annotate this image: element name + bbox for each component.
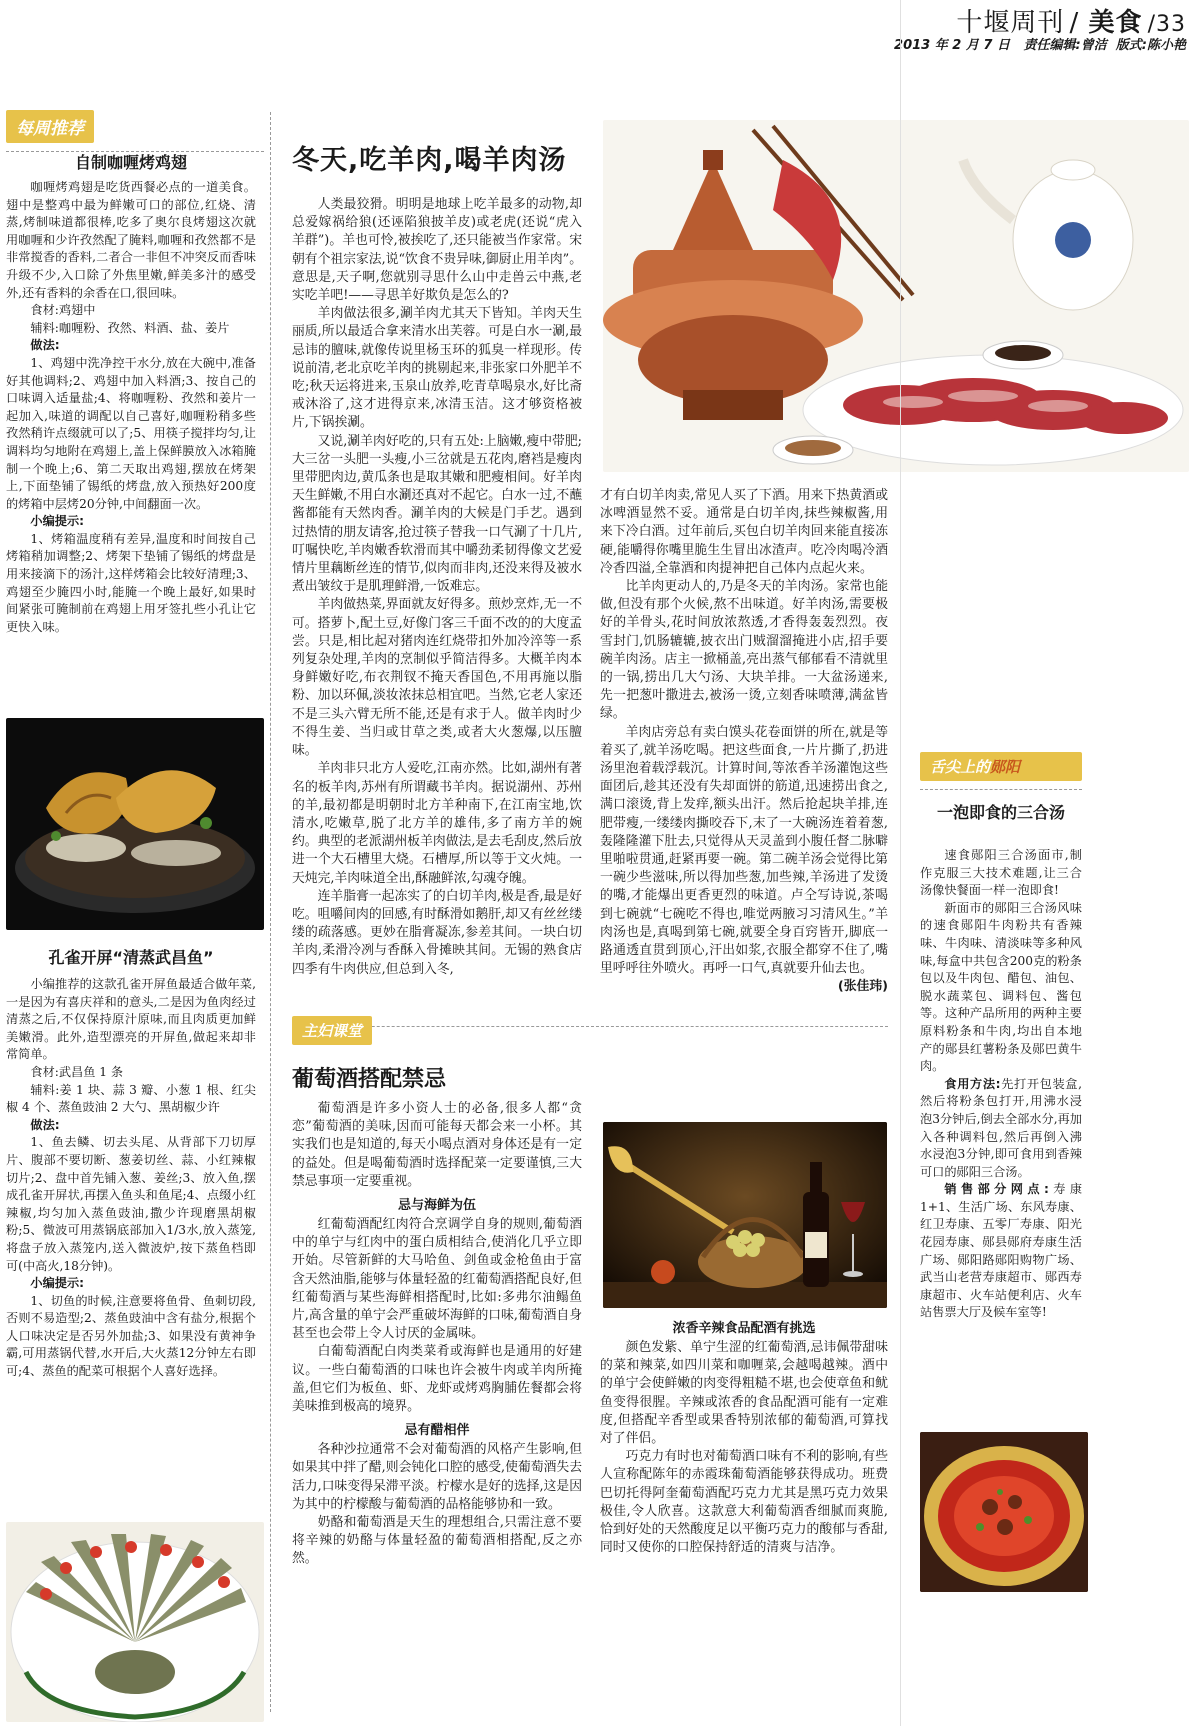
housewife-class-tag: 主妇课堂 [292,1016,372,1045]
wine-title: 葡萄酒搭配禁忌 [292,1067,447,1092]
sanhe-paragraph: 速食郧阳三合汤面市,制作克服三大技术难题,让三合汤像快餐面一样一泡即食! [920,848,1082,898]
wine-subhead-seafood: 忌与海鲜为伍 [397,1198,476,1214]
issue-date: 2013 年 2 月 7 日 [894,38,1010,53]
wine-col1 [292,1100,582,1569]
curry-wings-photo [6,718,264,930]
recipe-tips: 1、切鱼的时候,注意要将鱼骨、鱼刺切段,否则不易造型;2、蒸鱼豉油中含有盐分,根据个人口味决定是否另外加盐;3、如果没有黄神争霸,可用蒸锅代替,水开后,大火蒸12分钟左右即可;4、蒸鱼的配菜可根据个人喜好选择。 [6,1293,256,1379]
publication-name: 十堰周刊 [956,8,1065,38]
article-paragraph: 又说,涮羊肉好吃的,只有五处:上脑嫩,瘦中带肥;大三岔一头肥一头瘦,小三岔就是五花肉,磨裆是瘦肉里带肥肉边,黄瓜条也是取其嫩和肥瘦相间。好羊肉天生鲜嫩,不用白水涮还真对不起它。白水一过,不蘸酱都能有天然肉香。涮羊肉的大候是门手艺。遇到过热情的朋友请客,抢过筷子替我一口气涮了十几片,叮嘱快吃,羊肉嫩香软滑而其中嚼劲柔韧得像文艺爱情片里藕断丝连的情节,似肉而非肉,还没来得及被水煮出皱纹于是肌理鲜滑,一饭难忘。 [292,433,582,595]
recipe-seasoning: 辅料:咖喱粉、孜然、料酒、盐、姜片 [30,320,230,335]
left-column [6,110,264,152]
recipe-tips-label: 小编提示: [30,514,85,529]
sanhe-paragraph: 新面市的郧阳三合汤风味的速食郧阳牛肉粉共有香辣味、牛肉味、清淡味等多种风味,每盒中共包含200克的粉条包以及牛肉包、醋包、油包、脱水蔬菜包、调料包、酱包等。这种产品所用的两种主要原料粉条和牛肉,均出自本地产的郧县红薯粉条及郧巴黄牛肉。 [920,900,1082,1074]
wine-paragraph: 各种沙拉通常不会对葡萄酒的风格产生影响,但如果其中拌了醋,则会钝化口腔的感受,使葡萄酒失去活力,口味变得呆滞平淡。柠檬水是好的选择,这是因为其中的柠檬酸与葡萄酒的品格能够协和一致。 [292,1442,582,1512]
article-paragraph: 才有白切羊肉卖,常见人买了下酒。用来下热黄酒或冰啤酒显然不妥。通常是白切羊肉,抹些辣椒酱,用来下冷白酒。过年前后,买包白切羊肉回来能直接冻硬,能嚼得你嘴里脆生生冒出冰渣声。吃冷肉喝冷酒冷香四溢,全靠酒和肉提神把自己体内点起火来。 [600,488,888,576]
wine-photo [603,1122,887,1308]
housewife-class-tag-wrap [292,1016,372,1045]
wine-subhead-vinegar: 忌有醋相伴 [404,1423,470,1439]
article-title: 冬天,吃羊肉,喝羊肉汤 [292,145,567,176]
recipe-curry-wings [6,150,256,636]
right-column-rule [900,0,901,1726]
recipe-title: 自制咖喱烤鸡翅 [74,153,187,172]
recipe-method-label: 做法: [30,1117,60,1132]
issue-line [894,34,1186,53]
usage-label: 食用方法: [944,1076,1001,1091]
wine-subhead-spicy: 浓香辛辣食品配酒有挑选 [672,1321,816,1336]
recipe-tips: 1、烤箱温度稍有差异,温度和时间按自己烤箱稍加调整;2、烤架下垫铺了锡纸的烤盘是用来接滴下的汤汁,这样烤箱会比较好清理;3、鸡翅至少腌四小时,能腌一个晚上最好,如果时间紧张可腌制前在鸡翅上用牙签扎些小孔让它更快入味。 [6,531,256,634]
yunyang-tag-tail: 郧阳 [990,758,1021,776]
article-paragraph: 人类最狡猾。明明是地球上吃羊最多的动物,却总爱嫁祸给狼(还诬陷狼披羊皮)或老虎(还说“虎入羊群”)。羊也可怜,被挨吃了,还只能被当作家常。宋朝有个祖宗家法,说“饮食不贵异味,御厨止用羊肉”。意思是,天子啊,您就别寻思什么山中走兽云中燕,老实吃羊吧!——寻思羊好欺负是怎么的? [292,197,582,304]
article-paragraph: 羊肉非只北方人爱吃,江南亦然。比如,湖州有著名的板羊肉,苏州有所谓藏书羊肉。据说湖州、苏州的羊,最初都是明朝时北方羊种南下,在江南宝地,饮清水,吃嫩草,脱了北方羊的雄伟,多了南方羊的婉约。典型的老派湖州板羊肉做法,是去毛刮皮,然后放进一个大石槽里大烧。石槽厚,所以等于文火炖。一天炖完,羊肉味道全出,酥融鲜浓,勾魂夺魄。 [292,761,582,886]
lamb-hotpot-photo [603,120,1189,472]
recipe-tips-label: 小编提示: [30,1276,85,1291]
recipe-title: 孔雀开屏“清蒸武昌鱼” [48,948,214,967]
wine-paragraph: 颜色发紫、单宁生涩的红葡萄酒,忌讳佩带甜味的菜和辣菜,如四川菜和咖喱菜,会越喝越辣。酒中的单宁会使鲜嫩的肉变得粗糙不堪,也会使章鱼和鱿鱼变得很腥。辛辣或浓香的食品配酒可能有一定难度,但搭配辛香型或果香特别浓郁的葡萄酒,可算找对了伴侣。 [600,1340,888,1447]
article-paragraph: 羊肉做热菜,界面就友好得多。煎炒烹炸,无一不可。搭萝卜,配土豆,好像门客三千面不改的的大度孟尝。只是,相比起对猪肉连红烧带扣外加冷淬等一系列复杂处理,羊肉的烹制似乎简洁得多。大概羊肉本身鲜嫩好吃,布衣荆钗不掩天香国色,不用再施以脂粉、加以环佩,淡妆浓抹总相宜吧。当然,它老人家还不是三头六臂无所不能,还是有求于人。做羊肉时少不得生姜、当归或甘草之类,或者大火葱爆,以压膻味。 [292,597,582,759]
recipe-ingredients: 食材:鸡翅中 [30,303,96,318]
wine-title-wrap [292,1062,592,1093]
sanhe-soup-article [920,800,1082,1322]
column-divider [270,112,271,1712]
page-number: /33 [1147,12,1186,37]
sanhe-title: 一泡即食的三合汤 [936,803,1065,822]
article-paragraph: 羊肉做法很多,涮羊肉尤其天下皆知。羊肉天生丽质,所以最适合拿来清水出芙蓉。可是白水一涮,最忌讳的膻味,就像传说里杨玉环的狐臭一样现形。传说前清,老北京吃羊肉的挑剔起来,非张家口外肥羊不吃;秋天运将进来,玉泉山放养,吃青草喝泉水,好比斋戒沐浴了,这才进得京来,冰清玉洁。这才够资格被片,下锅挨涮。 [292,306,582,431]
recipe-method: 1、鸡翅中洗净控干水分,放在大碗中,准备好其他调料;2、鸡翅中加入料酒;3、按自己的口味调入适量盐;4、将咖喱粉、孜然和姜片一起加入,味道的调配以自己喜好,咖喱粉稍多些孜然稍许点缀就可以了;5、用筷子搅拌均匀,让调料均匀地附在鸡翅上,盖上保鲜膜放入冰箱腌制一个晚上;6、第二天取出鸡翅,摆放在烤架上,下面垫铺了锡纸的烤盘,放入预热好200度的烤箱中层烤20分钟,中间翻面一次。 [6,355,256,511]
wine-paragraph: 红葡萄酒配红肉符合烹调学自身的规则,葡萄酒中的单宁与红肉中的蛋白质相结合,使消化几乎立即开始。尽管新鲜的大马哈鱼、剑鱼或金枪鱼由于富含天然油脂,能够与体量轻盈的红葡萄酒搭配良好,但红葡萄酒与某些海鲜相搭配时,比如:多弗尔油鳎鱼片,高含量的单宁会严重破坏海鲜的口味,葡萄酒自身甚至也会带上令人讨厌的金属味。 [292,1217,582,1342]
editor-credit: 责任编辑:曾洁 [1023,38,1107,53]
article-byline: (张佳玮) [837,979,888,995]
article-paragraph: 羊肉店旁总有卖白馍头花卷面饼的所在,就是等着买了,就羊汤吃喝。把这些面食,一片片撕了,扔进汤里泡着载浮载沉。计算时间,等浓香羊汤灌饱这些面团后,趁其还没有失却面饼的筋道,迅速捞出食之,满口滚烫,背上发痒,额头出汗。然后抢起块羊排,连肥带瘦,一缕缕肉撕咬吞下,末了一大碗汤连着着葱,轰隆隆灌下肚去,只觉得从天灵盖到小腹任督二脉噼里啪啦贯通,赶紧再要一碗。第二碗羊汤会觉得比第一碗少些滋味,所以得加些葱,加些辣,羊汤进了发烫的嘴,才能爆出更香更烈的味道。卢仝写诗说,茶喝到七碗就“七碗吃不得也,唯觉两腋习习清风生。”羊肉汤也是,真喝到第七碗,就要全身百窍皆开,脚底一路通透直贯到顶心,汗出如浆,衣服全都穿不住了,嘴里呼呼往外喷火。再呼一口气,真就要升仙去也。 [600,724,888,977]
lamb-article-col2 [600,487,888,997]
sales-label: 销售部分网点: [944,1182,1049,1197]
recipe-ingredients: 食材:武昌鱼 1 条 [30,1064,124,1079]
recipe-intro: 咖喱烤鸡翅是吃货西餐必点的一道美食。翅中是整鸡中最为鲜嫩可口的部位,红烧、清蒸,烤制味道都很棒,吃多了奥尔良烤翅这次就用咖喱和少许孜然配了腌料,咖喱和孜然都不是非常搅香的香料,二者合一非但不冲突反而香味升级不少,入口除了外焦里嫩,鲜美多汁的感受外,还有香料的余香在口,很回味。 [6,180,256,300]
usage-text: 先打开包装盒,然后将粉条包打开,用沸水浸泡3分钟后,倒去全部水分,再加入各种调料包,然后再倒入沸水浸泡3分钟,即可食用到香辣可口的郧阳三合汤。 [920,1076,1083,1179]
article-paragraph: 比羊肉更动人的,乃是冬天的羊肉汤。家常也能做,但没有那个火候,熬不出味道。好羊肉汤,需要极好的羊骨头,花时间放浓熬透,才香得轰轰烈烈。夜雪封门,饥肠辘辘,披衣出门贼溜溜掩进小店,招手要碗羊肉汤。店主一掀桶盖,亮出蒸气郁郁看不清就里的一锅,捞出几大勺汤、大块羊排。一大盆汤递来,先一把葱叶撒进去,被汤一烫,立刻香味喷薄,满盆皆绿。 [600,579,888,722]
sales-text: 寿康1+1、生活广场、东风寿康、红卫寿康、五零厂寿康、阳光花园寿康、郧县郧府寿康生活广场、郧阳路郧阳购物广场、武当山老营寿康超市、郧西寿康超市、火车站便利店、火车站售票大厅及候车室等! [920,1182,1083,1320]
recipe-peacock-fish [6,945,256,1381]
article-paragraph: 连羊脂膏一起冻实了的白切羊肉,极是香,最是好吃。咀嚼间肉的回感,有时酥滑如鹅肝,却又有丝丝缕缕的疏落感。更妙在脂膏凝冻,参差其间。一块白切羊肉,柔滑冷冽与香酥入骨摊映其间。无锡的熟食店四季有牛肉供应,但总到入冬, [292,888,582,977]
recipe-seasoning: 辅料:姜 1 块、蒜 3 瓣、小葱 1 根、红尖椒 4 个、蒸鱼豉油 2 大勺、黑胡椒少许 [6,1082,256,1115]
lamb-article-col1 [292,196,582,979]
peacock-fish-photo [6,1522,264,1722]
wine-paragraph: 奶酪和葡萄酒是天生的理想组合,只需注意不要将辛辣的奶酪与体量轻盈的葡萄酒相搭配,反之亦然。 [292,1515,582,1567]
wine-col2 [600,1314,888,1557]
masthead: 十堰周刊 / 美食 /33 [956,8,1186,38]
sanhe-soup-photo [920,1432,1088,1592]
section-divider [292,1026,888,1027]
weekly-pick-tag: 每周推荐 [6,110,94,143]
wine-paragraph: 白葡萄酒配白肉类菜肴或海鲜也是通用的好建议。一些白葡萄酒的口味也许会被牛肉或羊肉所掩盖,但它们为板鱼、虾、龙虾或烤鸡胸脯佐餐都会将美味推到极高的境界。 [292,1344,582,1415]
divider [920,789,1082,790]
yunyang-column-tag [920,752,1082,781]
wine-paragraph: 巧克力有时也对葡萄酒口味有不利的影响,有些人宣称配陈年的赤霞珠葡萄酒能够获得成功。班费巴切托得阿奎葡萄酒配巧克力尤其是黑巧克力效果极佳,令人欣喜。这款意大利葡萄酒香细腻而爽脆,恰到好处的天然酸度足以平衡巧克力的酸郁与香甜,同时又使你的口腔保持舒适的清爽与洁净。 [600,1449,888,1556]
layout-credit: 版式:陈小艳 [1115,38,1186,53]
recipe-method-label: 做法: [30,338,60,353]
wine-intro: 葡萄酒是许多小资人士的必备,很多人都“贪恋”葡萄酒的美味,因而可能每天都会来一小杯。其实我们也是知道的,每天小喝点酒对身体还是有一定的益处。但是喝葡萄酒时选择配菜一定要谨慎,三大禁忌事项一定要重视。 [292,1101,582,1189]
recipe-intro: 小编推荐的这款孔雀开屏鱼最适合做年菜,一是因为有喜庆祥和的意头,二是因为鱼肉经过清蒸之后,不仅保持原汁原味,而且肉质更加鲜美嫩滑。此外,造型漂亮的开屏鱼,做起来却非常简单。 [6,977,256,1062]
yunyang-tag-main: 舌尖上的 [930,758,991,776]
section-name: 美食 [1088,8,1143,38]
recipe-method: 1、鱼去鳞、切去头尾、从背部下刀切厚片、腹部不要切断、葱姜切丝、蒜、小红辣椒切片;2、盘中首先铺入葱、姜丝;3、放入鱼,摆成孔雀开屏状,再摆入鱼头和鱼尾;4、点缀小红辣椒,均匀加入蒸鱼豉油,撒少许现磨黑胡椒粉;5、微波可用蒸锅底部加入1/3水,放入蒸笼,将盘子放入蒸笼内,送入微波炉,按下蒸鱼档即可(中高火,18分钟)。 [6,1135,256,1273]
lamb-article-title [292,138,592,177]
yunyang-tag-wrap [920,752,1088,790]
